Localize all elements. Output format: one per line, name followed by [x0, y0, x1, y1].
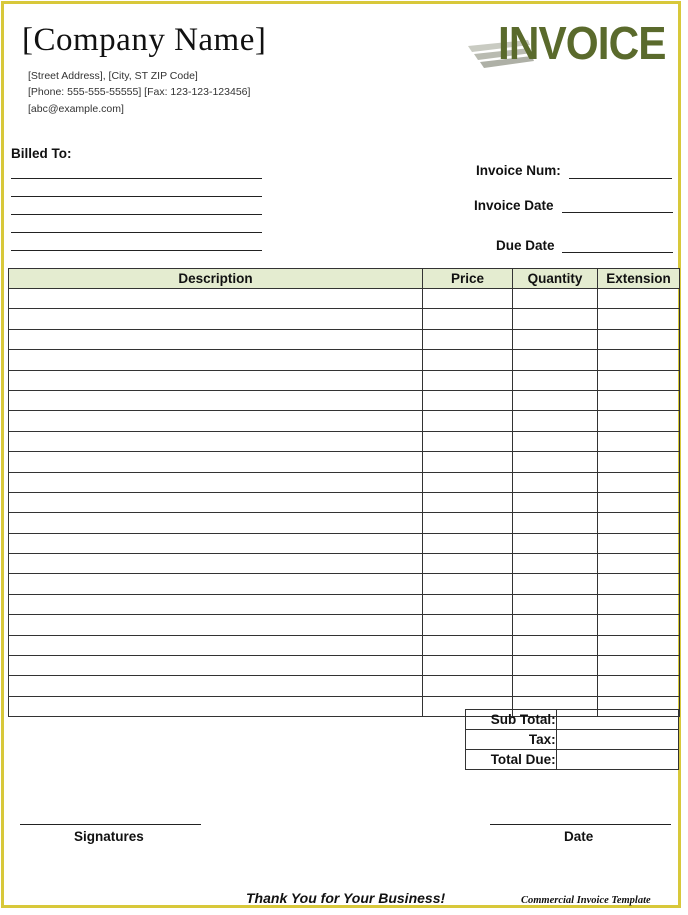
quantity-cell[interactable] — [513, 452, 598, 472]
table-row — [9, 492, 680, 512]
total-due-label: Total Due: — [466, 750, 557, 770]
quantity-cell[interactable] — [513, 390, 598, 410]
extension-cell[interactable] — [598, 574, 680, 594]
description-cell[interactable] — [9, 594, 423, 614]
quantity-cell[interactable] — [513, 329, 598, 349]
price-cell[interactable] — [423, 472, 513, 492]
quantity-cell[interactable] — [513, 615, 598, 635]
column-header-description: Description — [9, 269, 423, 289]
column-header-price: Price — [423, 269, 513, 289]
description-cell[interactable] — [9, 574, 423, 594]
price-cell[interactable] — [423, 574, 513, 594]
billed-to-line[interactable] — [11, 214, 262, 215]
column-header-quantity: Quantity — [513, 269, 598, 289]
tax-row — [466, 730, 679, 750]
extension-cell[interactable] — [598, 676, 680, 696]
subtotal-label: Sub Total: — [466, 710, 557, 730]
subtotal-row — [466, 710, 679, 730]
table-row — [9, 615, 680, 635]
extension-cell[interactable] — [598, 594, 680, 614]
description-cell[interactable] — [9, 513, 423, 533]
totals-table — [465, 709, 679, 770]
table-row — [9, 329, 680, 349]
price-cell[interactable] — [423, 656, 513, 676]
table-row — [9, 309, 680, 329]
price-cell[interactable] — [423, 452, 513, 472]
table-row — [9, 370, 680, 390]
extension-cell[interactable] — [598, 656, 680, 676]
company-email: [abc@example.com] — [28, 103, 124, 115]
column-header-extension: Extension — [598, 269, 680, 289]
description-cell[interactable] — [9, 350, 423, 370]
price-cell[interactable] — [423, 676, 513, 696]
billed-to-label: Billed To: — [11, 146, 72, 161]
table-row — [9, 594, 680, 614]
company-phone-fax: [Phone: 555-555-55555] [Fax: 123-123-123456] — [28, 86, 251, 98]
table-header-row — [9, 269, 680, 289]
invoice-num-field[interactable] — [569, 178, 672, 179]
price-cell[interactable] — [423, 554, 513, 574]
extension-cell[interactable] — [598, 615, 680, 635]
description-cell[interactable] — [9, 329, 423, 349]
price-cell[interactable] — [423, 615, 513, 635]
description-cell[interactable] — [9, 411, 423, 431]
due-date-field[interactable] — [562, 252, 673, 253]
table-row — [9, 289, 680, 309]
description-cell[interactable] — [9, 656, 423, 676]
extension-cell[interactable] — [598, 431, 680, 451]
date-line[interactable] — [490, 824, 671, 825]
date-label: Date — [564, 829, 594, 844]
quantity-cell[interactable] — [513, 370, 598, 390]
tax-value[interactable] — [556, 730, 678, 750]
extension-cell[interactable] — [598, 289, 680, 309]
description-cell[interactable] — [9, 309, 423, 329]
extension-cell[interactable] — [598, 370, 680, 390]
invoice-logo — [468, 18, 673, 70]
signatures-label: Signatures — [74, 829, 144, 844]
extension-cell[interactable] — [598, 554, 680, 574]
total-due-row — [466, 750, 679, 770]
line-items-table — [8, 268, 680, 717]
description-cell[interactable] — [9, 615, 423, 635]
subtotal-value[interactable] — [556, 710, 678, 730]
description-cell[interactable] — [9, 472, 423, 492]
billed-to-line[interactable] — [11, 250, 262, 251]
extension-cell[interactable] — [598, 635, 680, 655]
description-cell[interactable] — [9, 452, 423, 472]
price-cell[interactable] — [423, 492, 513, 512]
description-cell[interactable] — [9, 533, 423, 553]
description-cell[interactable] — [9, 696, 423, 716]
table-row — [9, 472, 680, 492]
description-cell[interactable] — [9, 554, 423, 574]
table-row — [9, 533, 680, 553]
billed-to-line[interactable] — [11, 232, 262, 233]
quantity-cell[interactable] — [513, 411, 598, 431]
extension-cell[interactable] — [598, 452, 680, 472]
quantity-cell[interactable] — [513, 492, 598, 512]
table-row — [9, 431, 680, 451]
price-cell[interactable] — [423, 533, 513, 553]
quantity-cell[interactable] — [513, 574, 598, 594]
price-cell[interactable] — [423, 594, 513, 614]
description-cell[interactable] — [9, 676, 423, 696]
due-date-label: Due Date — [496, 238, 555, 253]
description-cell[interactable] — [9, 431, 423, 451]
quantity-cell[interactable] — [513, 350, 598, 370]
invoice-date-field[interactable] — [562, 212, 673, 213]
quantity-cell[interactable] — [513, 472, 598, 492]
signature-line[interactable] — [20, 824, 201, 825]
description-cell[interactable] — [9, 492, 423, 512]
extension-cell[interactable] — [598, 533, 680, 553]
extension-cell[interactable] — [598, 390, 680, 410]
extension-cell[interactable] — [598, 472, 680, 492]
table-row — [9, 676, 680, 696]
quantity-cell[interactable] — [513, 635, 598, 655]
table-row — [9, 635, 680, 655]
tax-label: Tax: — [466, 730, 557, 750]
table-row — [9, 350, 680, 370]
quantity-cell[interactable] — [513, 656, 598, 676]
price-cell[interactable] — [423, 370, 513, 390]
table-row — [9, 390, 680, 410]
table-row — [9, 513, 680, 533]
price-cell[interactable] — [423, 411, 513, 431]
extension-cell[interactable] — [598, 492, 680, 512]
price-cell[interactable] — [423, 309, 513, 329]
table-row — [9, 554, 680, 574]
invoice-date-label: Invoice Date — [474, 198, 554, 213]
description-cell[interactable] — [9, 390, 423, 410]
total-due-value[interactable] — [556, 750, 678, 770]
company-name: [Company Name] — [22, 22, 267, 58]
price-cell[interactable] — [423, 289, 513, 309]
quantity-cell[interactable] — [513, 309, 598, 329]
table-row — [9, 656, 680, 676]
billed-to-line[interactable] — [11, 196, 262, 197]
table-row — [9, 411, 680, 431]
extension-cell[interactable] — [598, 411, 680, 431]
price-cell[interactable] — [423, 431, 513, 451]
price-cell[interactable] — [423, 329, 513, 349]
price-cell[interactable] — [423, 635, 513, 655]
quantity-cell[interactable] — [513, 533, 598, 553]
thank-you-message: Thank You for Your Business! — [246, 890, 446, 906]
quantity-cell[interactable] — [513, 554, 598, 574]
company-address: [Street Address], [City, ST ZIP Code] — [28, 70, 198, 82]
extension-cell[interactable] — [598, 309, 680, 329]
quantity-cell[interactable] — [513, 676, 598, 696]
description-cell[interactable] — [9, 289, 423, 309]
price-cell[interactable] — [423, 513, 513, 533]
extension-cell[interactable] — [598, 329, 680, 349]
quantity-cell[interactable] — [513, 431, 598, 451]
billed-to-line[interactable] — [11, 178, 262, 179]
extension-cell[interactable] — [598, 513, 680, 533]
table-row — [9, 574, 680, 594]
description-cell[interactable] — [9, 635, 423, 655]
template-name: Commercial Invoice Template — [521, 895, 651, 906]
quantity-cell[interactable] — [513, 289, 598, 309]
table-row — [9, 452, 680, 472]
price-cell[interactable] — [423, 390, 513, 410]
description-cell[interactable] — [9, 370, 423, 390]
invoice-logo-text: INVOICE — [498, 17, 666, 69]
quantity-cell[interactable] — [513, 513, 598, 533]
invoice-num-label: Invoice Num: — [476, 163, 561, 178]
quantity-cell[interactable] — [513, 594, 598, 614]
extension-cell[interactable] — [598, 350, 680, 370]
price-cell[interactable] — [423, 350, 513, 370]
